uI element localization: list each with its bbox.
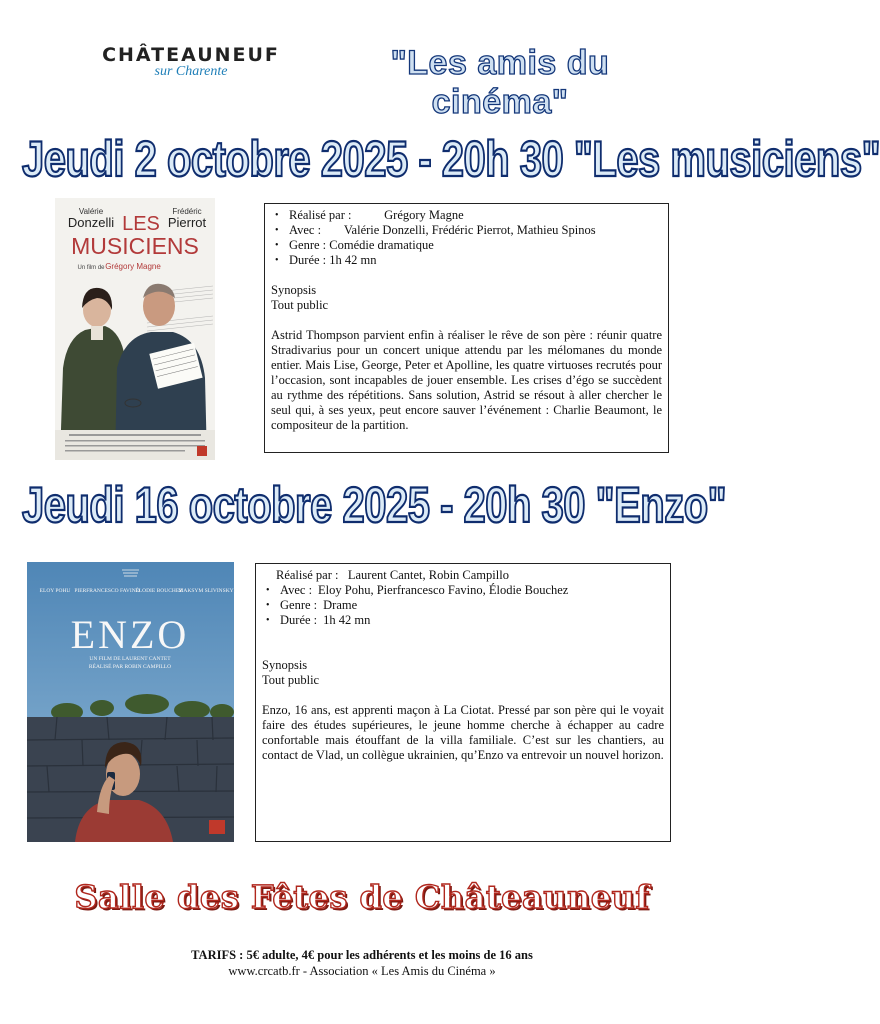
contact-line bbox=[20, 964, 704, 979]
poster1-title-line1: LES bbox=[122, 213, 160, 235]
poster1-actor1-first: Valérie bbox=[78, 207, 104, 216]
duration-label: Durée : bbox=[289, 253, 327, 267]
cast-label: Avec : bbox=[280, 583, 313, 597]
audience-label: Tout public bbox=[262, 673, 320, 687]
poster1-actor1-last: Donzelli bbox=[67, 215, 115, 230]
duration-value: 1h 42 mn bbox=[329, 253, 377, 267]
synopsis-label: Synopsis bbox=[262, 658, 308, 672]
event-2-director-row bbox=[262, 568, 664, 583]
director-value: Grégory Magne bbox=[384, 208, 464, 222]
poster2-title: ENZO bbox=[70, 612, 190, 657]
director-label: Réalisé par : bbox=[289, 208, 352, 222]
event-1-duration-row bbox=[275, 253, 662, 268]
bullet-icon: • bbox=[275, 255, 279, 266]
genre-label: Genre : bbox=[280, 598, 318, 612]
poster-les-musiciens-art bbox=[55, 198, 215, 460]
bullet-icon: • bbox=[266, 600, 270, 611]
poster2-credit-1: UN FILM DE LAURENT CANTET bbox=[89, 656, 171, 662]
event-2-duration-row bbox=[266, 613, 664, 628]
logo-main-text: CHÂTEAUNEUF bbox=[102, 44, 280, 66]
director-label: Réalisé par : bbox=[276, 568, 339, 582]
poster1-credit-prefix: Un film de bbox=[77, 265, 105, 271]
duration-value: 1h 42 mn bbox=[323, 613, 371, 627]
event-1-genre-row bbox=[275, 238, 662, 253]
genre-value: Comédie dramatique bbox=[329, 238, 434, 252]
poster-enzo-art bbox=[27, 562, 234, 842]
director-value: Laurent Cantet, Robin Campillo bbox=[347, 568, 509, 582]
event-heading-1: Jeudi 2 octobre 2025 - 20h 30 "Les musiciens" bbox=[22, 132, 880, 187]
poster1-actor2-first: Frédéric bbox=[172, 207, 202, 216]
event-2-info-box bbox=[255, 563, 671, 842]
cast-value: Valérie Donzelli, Frédéric Pierrot, Mathieu Spinos bbox=[343, 223, 596, 237]
pricing-text: TARIFS : 5€ adulte, 4€ pour les adhérents et les moins de 16 ans bbox=[191, 948, 533, 962]
duration-label: Durée : bbox=[280, 613, 318, 627]
venue-title: Salle des Fêtes de Châteauneuf bbox=[74, 878, 650, 916]
genre-value: Drame bbox=[323, 598, 358, 612]
event-2-cast-row bbox=[266, 583, 664, 598]
event-2-genre-row bbox=[266, 598, 664, 613]
poster-enzo bbox=[27, 562, 234, 842]
bullet-icon: • bbox=[266, 615, 270, 626]
bullet-icon: • bbox=[275, 210, 279, 221]
bullet-icon: • bbox=[266, 585, 270, 596]
poster2-cast-4: MAKSYM SLIVINSKYI bbox=[178, 588, 236, 594]
event-2-details bbox=[266, 583, 664, 628]
website-link[interactable]: www.crcatb.fr bbox=[228, 964, 300, 978]
poster1-title-line2: MUSICIENS bbox=[71, 233, 199, 259]
logo-sub-text: sur Charente bbox=[154, 64, 228, 79]
synopsis-label: Synopsis bbox=[271, 283, 317, 297]
synopsis-text: Astrid Thompson parvient enfin à réaliser le rêve de son père : réunir quatre Stradivarius pour un concert unique attendu par les mélomanes du monde entier. Mais Lise, George, Peter et Apolline, les quatre virtuoses recrutés pour l’occasion, sont incapables de jouer ensemble. Les crises d’égo se succèdent au rythme des répétitions. Sans solution, Astrid se résout à aller chercher le seul qui, à ses yeux, peut encore sauver l’événement : Charlie Beaumont, le compositeur de la partition. bbox=[271, 328, 662, 432]
poster1-credit-name: Grégory Magne bbox=[105, 262, 161, 271]
event-1-info-box bbox=[264, 203, 669, 453]
audience-label: Tout public bbox=[271, 298, 329, 312]
event-1-director-row bbox=[275, 208, 662, 223]
chateauneuf-logo bbox=[56, 44, 326, 84]
poster-les-musiciens bbox=[55, 198, 215, 460]
poster1-actor2-last: Pierrot bbox=[167, 215, 207, 230]
poster2-cast-1: ELOY POHU bbox=[39, 588, 71, 594]
genre-label: Genre : bbox=[289, 238, 327, 252]
synopsis-text: Enzo, 16 ans, est apprenti maçon à La Ciotat. Pressé par son père qui le voyait faire des études supérieures, le jeune homme cherche à échapper au cadre confortable mais étouffant de la villa familiale. C’est sur les chantiers, au contact de Vlad, un collègue ukrainien, qu’Enzo va entrevoir un nouvel horizon. bbox=[262, 703, 664, 762]
cast-label: Avec : bbox=[289, 223, 322, 237]
bullet-icon: • bbox=[275, 240, 279, 251]
cast-value: Eloy Pohu, Pierfrancesco Favino, Élodie Bouchez bbox=[318, 583, 569, 597]
event-1-details bbox=[275, 208, 662, 268]
club-title: "Les amis du cinéma" bbox=[390, 44, 610, 121]
poster2-cast-3: ÉLODIE BOUCHEZ bbox=[135, 588, 183, 594]
association-text: - Association « Les Amis du Cinéma » bbox=[299, 964, 496, 978]
event-heading-2: Jeudi 16 octobre 2025 - 20h 30 "Enzo" bbox=[22, 478, 727, 533]
poster2-credit-2: RÉALISÉ PAR ROBIN CAMPILLO bbox=[88, 664, 172, 670]
bullet-icon: • bbox=[275, 225, 279, 236]
event-1-cast-row bbox=[275, 223, 662, 238]
poster2-cast-2: PIERFRANCESCO FAVINO bbox=[74, 588, 140, 594]
